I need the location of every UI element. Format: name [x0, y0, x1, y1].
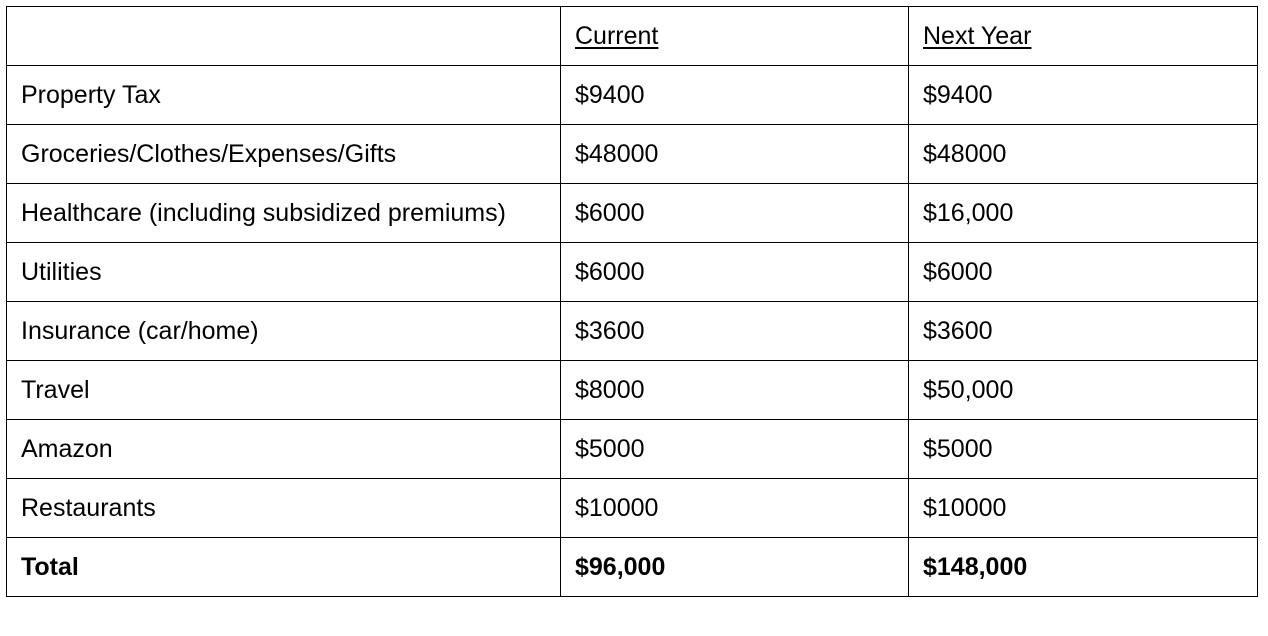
- row-label: Groceries/Clothes/Expenses/Gifts: [7, 125, 561, 184]
- current-value: $6000: [561, 243, 909, 302]
- current-value: $6000: [561, 184, 909, 243]
- table-row: [7, 243, 1258, 302]
- table-row: [7, 420, 1258, 479]
- next-year-value: $48000: [909, 125, 1258, 184]
- current-value: $3600: [561, 302, 909, 361]
- next-year-value: $16,000: [909, 184, 1258, 243]
- current-value: $48000: [561, 125, 909, 184]
- row-label: Travel: [7, 361, 561, 420]
- next-year-value: $9400: [909, 66, 1258, 125]
- total-current-value: $96,000: [561, 538, 909, 597]
- next-year-value: $10000: [909, 479, 1258, 538]
- total-label: Total: [7, 538, 561, 597]
- next-year-column-header: Next Year: [923, 22, 1032, 50]
- expense-table-wrapper: [6, 6, 1258, 597]
- row-label: Utilities: [7, 243, 561, 302]
- current-value: $9400: [561, 66, 909, 125]
- row-label: Restaurants: [7, 479, 561, 538]
- current-value: $8000: [561, 361, 909, 420]
- next-year-value: $50,000: [909, 361, 1258, 420]
- table-row: [7, 302, 1258, 361]
- total-next-year-value: $148,000: [909, 538, 1258, 597]
- table-row: [7, 479, 1258, 538]
- row-label: Amazon: [7, 420, 561, 479]
- row-label: Property Tax: [7, 66, 561, 125]
- next-year-value: $5000: [909, 420, 1258, 479]
- total-row: [7, 538, 1258, 597]
- table-row: [7, 184, 1258, 243]
- header-cell-next-year: [909, 7, 1258, 66]
- next-year-value: $6000: [909, 243, 1258, 302]
- table-row: [7, 361, 1258, 420]
- header-cell-current: [561, 7, 909, 66]
- table-row: [7, 125, 1258, 184]
- current-value: $10000: [561, 479, 909, 538]
- next-year-value: $3600: [909, 302, 1258, 361]
- current-column-header: Current: [575, 22, 659, 50]
- row-label: Insurance (car/home): [7, 302, 561, 361]
- table-header-row: [7, 7, 1258, 66]
- header-cell-empty: [7, 7, 561, 66]
- row-label: Healthcare (including subsidized premiums): [7, 184, 561, 243]
- table-row: [7, 66, 1258, 125]
- current-value: $5000: [561, 420, 909, 479]
- expense-table: [6, 6, 1258, 597]
